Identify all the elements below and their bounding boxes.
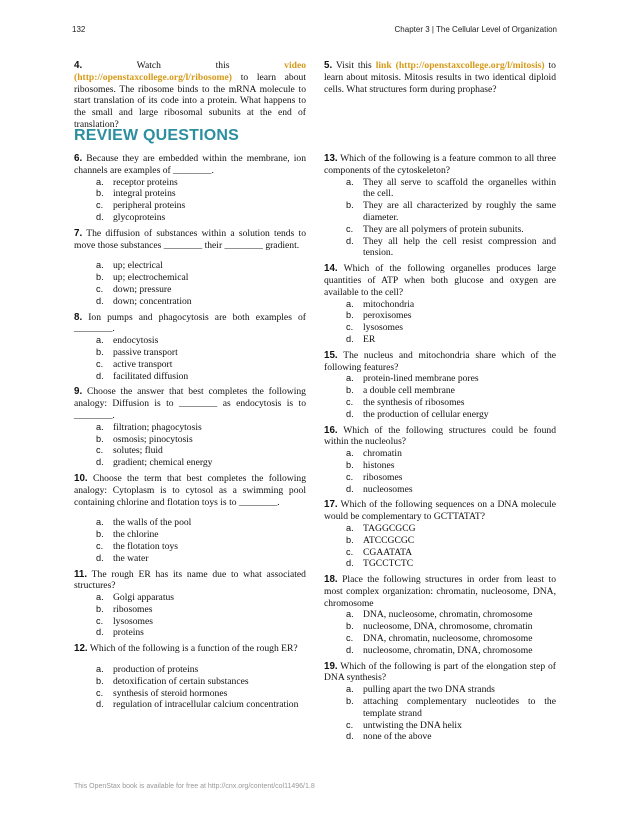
exercise-text: Visit this [335,60,376,71]
option-letter: a. [346,298,354,309]
answer-option[interactable] [96,445,306,457]
answer-option[interactable] [346,373,556,385]
answer-option[interactable] [346,547,556,559]
option-text: receptor proteins [113,176,178,188]
answer-option[interactable] [96,371,306,383]
answer-option[interactable] [346,558,556,570]
exercise-text: to learn about ribosomes. The ribosome binds to the mRNA molecule to start translation of its code into a protein. What happens to the small and large ribosomal subunits at the end of translation? [74,71,306,130]
answer-option[interactable] [96,541,306,553]
option-text: the flotation toys [113,540,179,552]
option-text: protein-lined membrane pores [363,373,479,385]
option-text: up; electrical [113,260,163,272]
option-letter: c. [346,322,354,333]
answer-option[interactable] [346,523,556,535]
option-letter: c. [96,687,104,698]
question-8 [74,312,306,383]
answer-option[interactable] [346,448,556,460]
option-text: lysosomes [113,615,153,627]
option-text: mitochondria [363,298,415,310]
answer-option[interactable] [96,604,306,616]
right-column-top [324,60,556,95]
answer-option[interactable] [346,397,556,409]
answer-option[interactable] [346,334,556,346]
option-letter: c. [96,445,104,456]
answer-option[interactable] [346,645,556,657]
answer-option[interactable] [346,696,556,720]
option-letter: d. [96,627,104,638]
option-text: They all serve to scaffold the organelles within the cell. [363,176,556,200]
answer-option[interactable] [346,299,556,311]
answer-option[interactable] [96,517,306,529]
question-number: 10. [74,472,88,484]
option-letter: d. [346,235,354,246]
option-text: production of proteins [113,664,199,676]
option-text: gradient; chemical energy [113,457,213,469]
exercise-5 [324,60,556,95]
answer-option[interactable] [96,434,306,446]
option-text: integral proteins [113,188,176,200]
answer-option[interactable] [96,676,306,688]
option-letter: b. [96,675,104,686]
option-letter: b. [96,188,104,199]
option-letter: d. [346,333,354,344]
question-number: 15. [324,349,338,361]
question-number: 7. [74,227,83,239]
option-text: solutes; fluid [113,445,163,457]
option-text: ATCCGCGC [363,534,415,546]
option-text: DNA, chromatin, nucleosome, chromosome [363,633,533,645]
option-text: ribosomes [113,603,153,615]
option-letter: b. [346,385,354,396]
question-stem: Place the following structures in order from least to most complex organization: chromatin, nucleosome, DNA, chromosome [324,574,556,609]
question-number: 12. [74,643,88,655]
answer-option[interactable] [346,720,556,732]
answer-option[interactable] [346,484,556,496]
option-letter: b. [346,310,354,321]
questions-right [324,153,556,743]
option-letter: a. [96,592,104,603]
answer-option[interactable] [96,260,306,272]
answer-option[interactable] [346,621,556,633]
question-stem: Because they are embedded within the membrane, ion channels are examples of ________. [74,153,306,176]
question-number: 14. [324,263,338,275]
answer-option[interactable] [346,684,556,696]
answer-option[interactable] [346,535,556,547]
question-13 [324,153,556,259]
answer-option[interactable] [96,627,306,639]
exercise-number: 5. [324,60,333,71]
option-text: chromatin [363,448,402,460]
option-text: They are all polymers of protein subunits. [363,223,524,235]
option-text: Golgi apparatus [113,592,175,604]
option-text: TGCCTCTC [363,558,414,570]
option-letter: c. [96,200,104,211]
option-text: osmosis; pinocytosis [113,433,193,445]
answer-option[interactable] [346,224,556,236]
option-letter: b. [96,433,104,444]
option-letter: d. [346,483,354,494]
option-text: a double cell membrane [363,385,455,397]
option-letter: c. [346,396,354,407]
option-text: nucleosome, chromatin, DNA, chromosome [363,644,533,656]
option-text: CGAATATA [363,546,413,558]
option-text: passive transport [113,346,178,358]
answer-option[interactable] [96,553,306,565]
option-letter: b. [346,621,354,632]
option-text: down; pressure [113,283,172,295]
answer-option[interactable] [96,457,306,469]
option-text: synthesis of steroid hormones [113,687,228,699]
answer-option[interactable] [96,284,306,296]
option-text: down; concentration [113,295,192,307]
option-letter: c. [96,615,104,626]
question-19 [324,661,556,744]
answer-option[interactable] [96,592,306,604]
option-letter: a. [346,373,354,384]
option-text: peripheral proteins [113,200,186,212]
option-text: glycoproteins [113,211,166,223]
option-text: facilitated diffusion [113,370,189,382]
option-letter: d. [346,558,354,569]
question-stem: Choose the answer that best completes the following analogy: Diffusion is to ________ as endocytosis is to ________. [74,386,306,421]
question-number: 11. [74,568,88,580]
answer-option[interactable] [96,188,306,200]
option-text: endocytosis [113,335,159,347]
answer-option[interactable] [96,347,306,359]
answer-option[interactable] [346,200,556,224]
question-stem: Which of the following organelles produces large quantities of ATP when both glucose and oxygen are available to the cell? [324,263,556,298]
left-column [74,60,306,131]
answer-option[interactable] [346,731,556,743]
option-letter: a. [346,609,354,620]
question-number: 13. [324,153,338,164]
question-stem: Which of the following structures could be found within the nucleolus? [324,424,556,448]
option-letter: c. [96,358,104,369]
option-letter: b. [96,603,104,614]
option-letter: c. [96,283,104,294]
answer-option[interactable] [96,422,306,434]
answer-option[interactable] [96,212,306,224]
option-letter: a. [346,448,354,459]
option-letter: a. [96,176,104,187]
exercise-number: 4. [74,60,83,71]
option-text: regulation of intracellular calcium concentration [113,699,299,711]
questions-left [74,153,306,711]
question-number: 8. [74,311,83,323]
question-17 [324,499,556,570]
option-letter: b. [346,459,354,470]
question-14 [324,263,556,346]
question-stem: Choose the term that best completes the following analogy: Cytoplasm is to cytosol as a swimming pool containing chlorine and flotation toys is to ________. [74,472,306,508]
exercise-text: to learn about mitosis. Mitosis results in two identical diploid cells. What structures form during prophase? [324,60,556,95]
option-letter: b. [96,272,104,283]
option-letter: d. [96,699,104,710]
option-letter: c. [346,633,354,644]
option-text: the production of cellular energy [363,408,489,420]
option-letter: c. [346,223,354,234]
exercise-4 [74,60,306,131]
option-letter: b. [346,200,354,211]
question-stem: The rough ER has its name due to what associated structures? [74,568,306,592]
option-text: ER [363,333,376,345]
question-18 [324,574,556,657]
question-16 [324,425,556,496]
question-11 [74,569,306,640]
option-text: histones [363,459,395,471]
answer-option[interactable] [96,296,306,308]
question-number: 6. [74,153,83,164]
question-stem: Which of the following sequences on a DNA molecule would be complementary to GCTTATAT? [324,499,556,523]
question-stem: The diffusion of substances within a solution tends to move those substances ________ their ________ gradient. [74,227,306,251]
option-text: active transport [113,358,173,370]
option-letter: c. [346,471,354,482]
option-text: lysosomes [363,322,403,334]
option-letter: d. [96,295,104,306]
answer-option[interactable] [346,310,556,322]
answer-option[interactable] [96,335,306,347]
option-letter: a. [96,421,104,432]
answer-option[interactable] [96,664,306,676]
question-7 [74,228,306,308]
option-letter: d. [346,408,354,419]
question-stem: Ion pumps and phagocytosis are both examples of ________. [74,311,306,335]
answer-option[interactable] [96,699,306,711]
option-letter: d. [96,211,104,222]
option-text: none of the above [363,731,432,743]
answer-option[interactable] [346,409,556,421]
option-letter: c. [346,546,354,557]
answer-option[interactable] [346,472,556,484]
question-number: 16. [324,424,338,436]
option-letter: a. [96,517,104,528]
option-letter: a. [346,684,354,695]
option-text: nucleosome, DNA, chromosome, chromatin [363,621,533,633]
option-text: detoxification of certain substances [113,675,249,687]
option-text: the water [113,552,149,564]
option-text: DNA, nucleosome, chromatin, chromosome [363,609,533,621]
answer-option[interactable] [346,322,556,334]
option-letter: d. [96,457,104,468]
mitosis-link[interactable]: link (http://openstaxcollege.org/l/mitosis) [375,60,545,71]
option-text: filtration; phagocytosis [113,421,202,433]
chapter-header: Chapter 3 | The Cellular Level of Organization [394,25,557,34]
option-letter: d. [96,370,104,381]
option-text: They are all characterized by roughly the same diameter. [363,200,556,223]
option-letter: b. [346,696,354,707]
exercise-text: Watch this [136,60,285,71]
answer-option[interactable] [96,616,306,628]
question-10 [74,473,306,565]
option-letter: b. [96,346,104,357]
answer-option[interactable] [96,359,306,371]
answer-option[interactable] [346,177,556,201]
question-9 [74,386,306,469]
option-letter: b. [96,529,104,540]
page-number: 132 [72,25,86,34]
option-text: They all help the cell resist compression and tension. [363,235,556,259]
video-link[interactable]: video (http://openstaxcollege.org/l/ribosome) [74,60,306,83]
answer-option[interactable] [96,272,306,284]
option-letter: a. [96,335,104,346]
answer-option[interactable] [96,177,306,189]
question-number: 17. [324,499,338,511]
question-number: 18. [324,574,338,586]
answer-option[interactable] [96,688,306,700]
option-text: attaching complementary nucleotides to the template strand [363,696,556,719]
option-text: the synthesis of ribosomes [363,396,465,408]
option-letter: a. [346,522,354,533]
question-15 [324,350,556,421]
option-letter: a. [96,664,104,675]
option-text: the chlorine [113,529,159,541]
answer-option[interactable] [96,200,306,212]
question-stem: Which of the following is a feature common to all three components of the cytoskeleton? [324,153,556,176]
option-text: proteins [113,627,144,639]
option-letter: d. [96,552,104,563]
answer-option[interactable] [346,460,556,472]
option-letter: c. [346,719,354,730]
question-number: 19. [324,660,338,672]
option-letter: c. [96,540,104,551]
option-letter: d. [346,731,354,742]
question-12 [74,643,306,711]
option-letter: d. [346,644,354,655]
question-6 [74,153,306,224]
option-letter: b. [346,534,354,545]
option-letter: a. [346,176,354,187]
option-text: ribosomes [363,471,403,483]
answer-option[interactable] [346,609,556,621]
option-letter: a. [96,260,104,271]
question-stem: The nucleus and mitochondria share which of the following features? [324,349,556,373]
question-stem: Which of the following is part of the elongation step of DNA synthesis? [324,660,557,684]
option-text: nucleosomes [363,483,413,495]
option-text: TAGGCGCG [363,522,416,534]
option-text: the walls of the pool [113,517,192,529]
option-text: peroxisomes [363,310,412,322]
answer-option[interactable] [346,236,556,260]
question-stem: Which of the following is a function of the rough ER? [89,643,298,655]
answer-option[interactable] [346,633,556,645]
question-number: 9. [74,386,83,398]
option-text: untwisting the DNA helix [363,719,462,731]
section-title: REVIEW QUESTIONS [74,127,239,144]
page-footer: This OpenStax book is available for free at http://cnx.org/content/col11496/1.8 [74,783,315,790]
answer-option[interactable] [96,529,306,541]
option-text: pulling apart the two DNA strands [363,684,495,696]
answer-option[interactable] [346,385,556,397]
option-text: up; electrochemical [113,272,189,284]
